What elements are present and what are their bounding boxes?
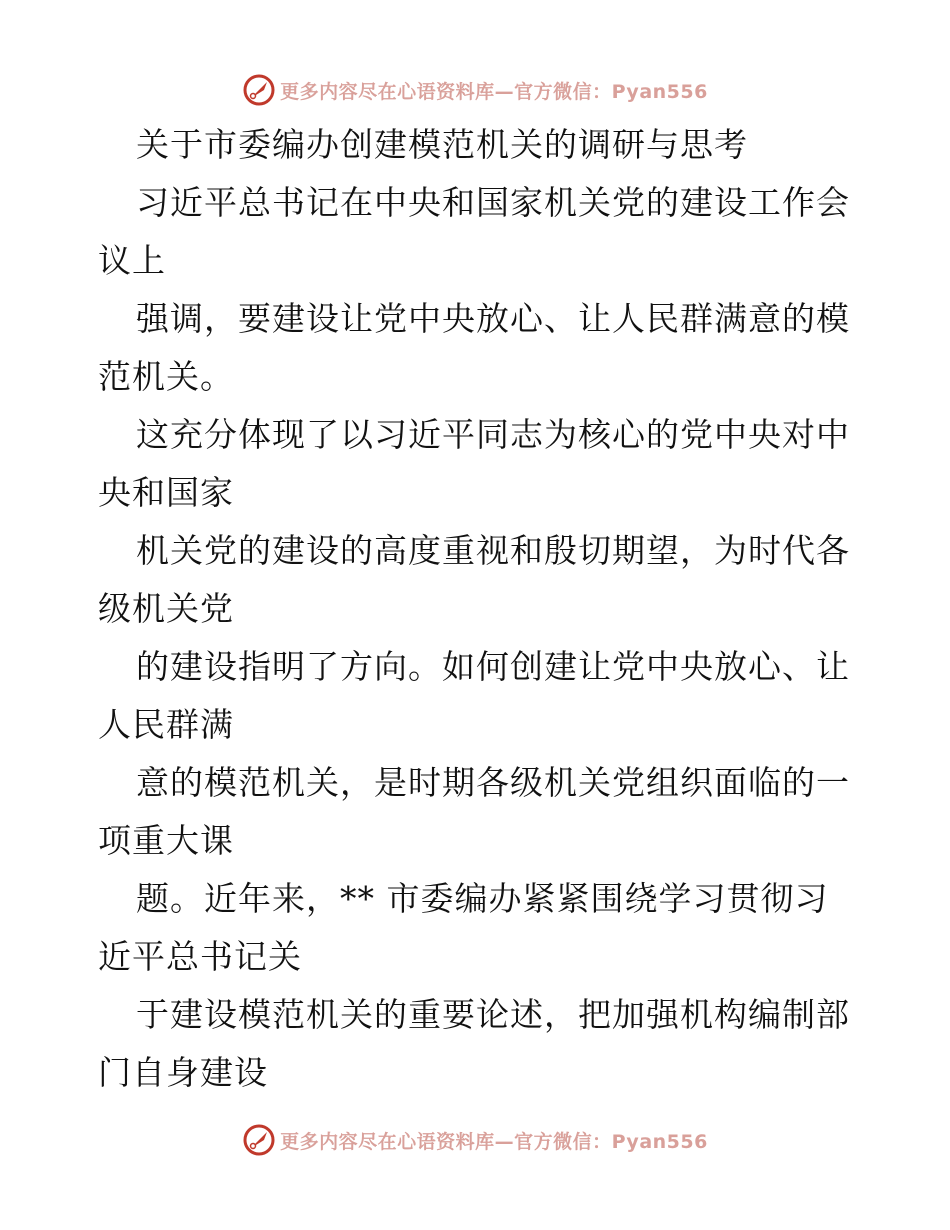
document-line: 的建设指明了方向。如何创建让党中央放心、让 xyxy=(136,647,850,686)
document-line: 范机关。 xyxy=(98,357,234,396)
document-line: 关于市委编办创建模范机关的调研与思考 xyxy=(136,125,748,164)
document-line: 近平总书记关 xyxy=(98,937,302,976)
document-line: 这充分体现了以习近平同志为核心的党中央对中 xyxy=(136,415,850,454)
document-line: 门自身建设 xyxy=(98,1053,268,1092)
footer-banner xyxy=(0,1120,950,1160)
quill-logo-icon xyxy=(242,73,276,107)
document-line: 习近平总书记在中央和国家机关党的建设工作会 xyxy=(136,183,850,222)
document-line: 机关党的建设的高度重视和殷切期望，为时代各 xyxy=(136,531,850,570)
document-line: 强调，要建设让党中央放心、让人民群满意的模 xyxy=(136,299,850,338)
document-line: 题。近年来，** 市委编办紧紧围绕学习贯彻习 xyxy=(136,879,829,918)
document-line: 人民群满 xyxy=(98,705,234,744)
document-line: 央和国家 xyxy=(98,473,234,512)
document-line: 议上 xyxy=(98,241,166,280)
header-banner xyxy=(0,70,950,110)
banner-text: 更多内容尽在心语资料库—官方微信：Pyan556 xyxy=(280,1130,708,1153)
quill-logo-icon xyxy=(242,1123,276,1157)
document-line: 意的模范机关，是时期各级机关党组织面临的一 xyxy=(136,763,850,802)
banner-text: 更多内容尽在心语资料库—官方微信：Pyan556 xyxy=(280,80,708,103)
document-line: 项重大课 xyxy=(98,821,234,860)
document-line: 于建设模范机关的重要论述，把加强机构编制部 xyxy=(136,995,850,1034)
document-line: 级机关党 xyxy=(98,589,234,628)
